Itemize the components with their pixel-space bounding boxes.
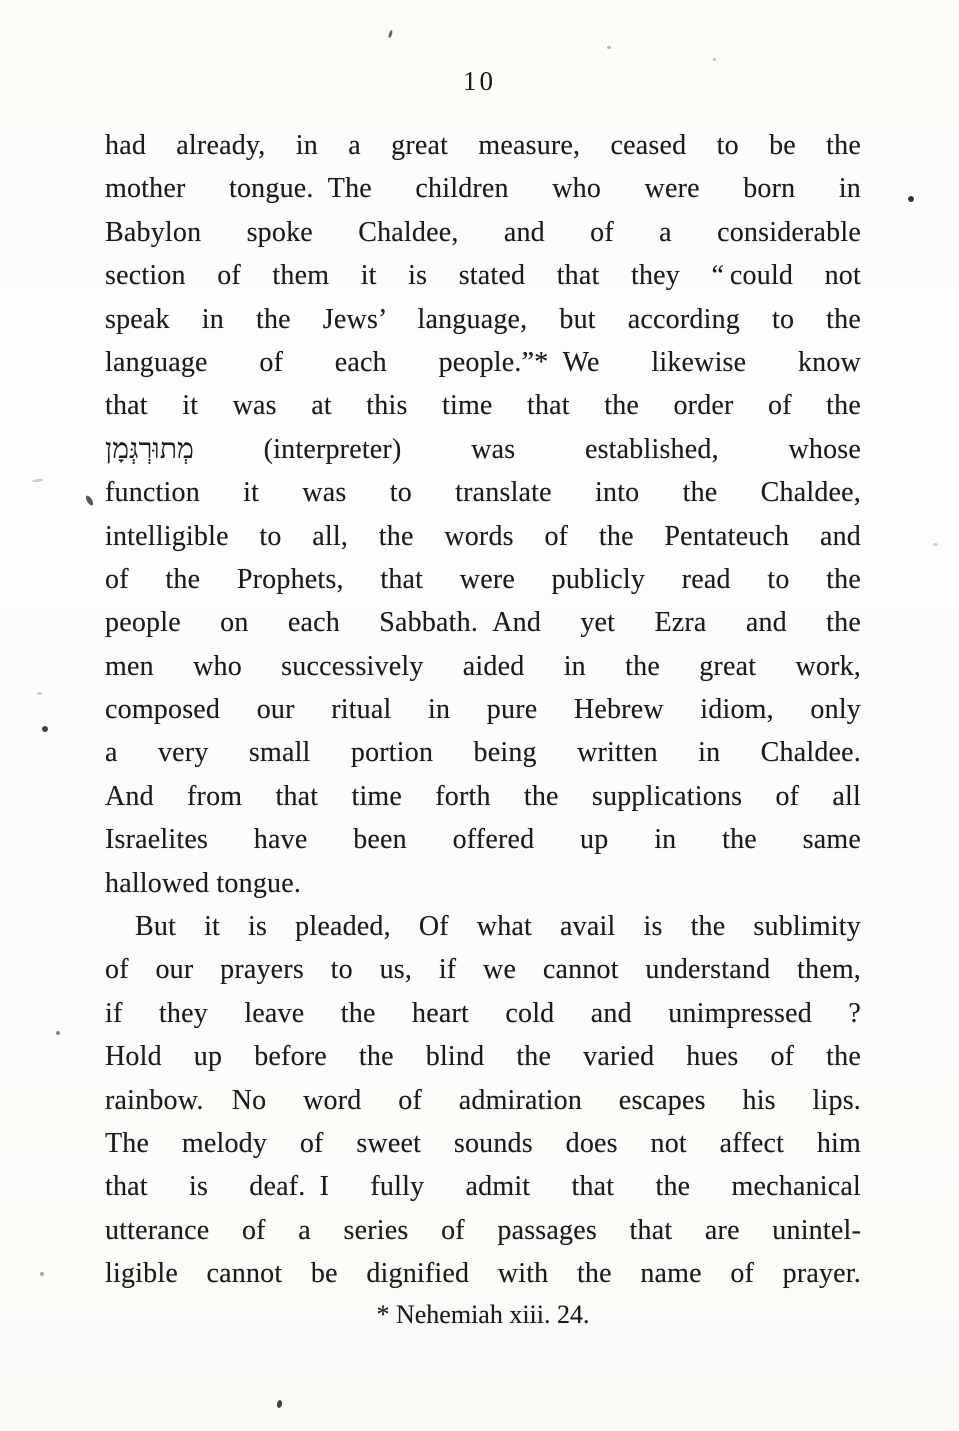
text-line: Babylon spoke Chaldee, and of a considerable [105, 216, 861, 248]
ink-speck [84, 495, 94, 507]
text-line: that is deaf. I fully admit that the mechanical [105, 1171, 861, 1203]
text-line: Hold up before the blind the varied hues of the [105, 1041, 861, 1073]
text-line: if they leave the heart cold and unimpressed ? [105, 997, 861, 1029]
text-line: function it was to translate into the Chaldee, [105, 477, 861, 509]
text-line: speak in the Jews’ language, but according to the [105, 303, 861, 335]
text-line: The melody of sweet sounds does not affect him [105, 1127, 861, 1159]
ink-speck [37, 692, 42, 695]
ink-speck [40, 1272, 44, 1276]
ink-speck [933, 543, 938, 546]
ink-speck [56, 1031, 60, 1035]
text-line: men who successively aided in the great work, [105, 650, 861, 682]
text-line: hallowed tongue. [105, 867, 302, 899]
ink-speck [276, 1400, 283, 1409]
text-line: mother tongue. The children who were born in [105, 173, 861, 205]
text-line: ligible cannot be dignified with the name of prayer. [105, 1258, 861, 1290]
text-line: But it is pleaded, Of what avail is the sublimity [135, 911, 861, 943]
text-line: language of each people.”* We likewise know [105, 346, 861, 378]
ink-speck [388, 30, 393, 39]
ink-speck [908, 196, 914, 202]
text-line: utterance of a series of passages that are unintel- [105, 1214, 861, 1246]
text-line: of our prayers to us, if we cannot understand them, [105, 954, 861, 986]
paragraph-1 [105, 124, 861, 905]
text-line: that it was at this time that the order of the [105, 390, 861, 422]
text-line: rainbow. No word of admiration escapes his lips. [105, 1084, 861, 1116]
text-line: had already, in a great measure, ceased to be the [105, 130, 861, 161]
text-line: composed our ritual in pure Hebrew idiom, only [105, 694, 861, 726]
text-line: of the Prophets, that were publicly read to the [105, 563, 861, 595]
text-block [105, 124, 861, 1296]
page-number: 10 [463, 66, 496, 96]
text-line: intelligible to all, the words of the Pentateuch and [105, 520, 861, 552]
ink-speck [32, 478, 43, 483]
ink-speck [713, 58, 716, 61]
text-line: people on each Sabbath. And yet Ezra and the [105, 607, 861, 639]
text-line: section of them it is stated that they “ could not [105, 260, 861, 292]
paragraph-2 [105, 905, 861, 1296]
ink-speck [42, 726, 48, 732]
text-line: Israelites have been offered up in the same [105, 824, 861, 856]
text-line: a very small portion being written in Chaldee. [105, 737, 861, 769]
footnote: * Nehemiah xiii. 24. [376, 1300, 590, 1329]
text-line-hebrew: מְתוּרְגְּמָן (interpreter) was established, whose [105, 433, 861, 465]
text-line: And from that time forth the supplications of all [105, 780, 861, 812]
ink-speck [607, 46, 611, 49]
